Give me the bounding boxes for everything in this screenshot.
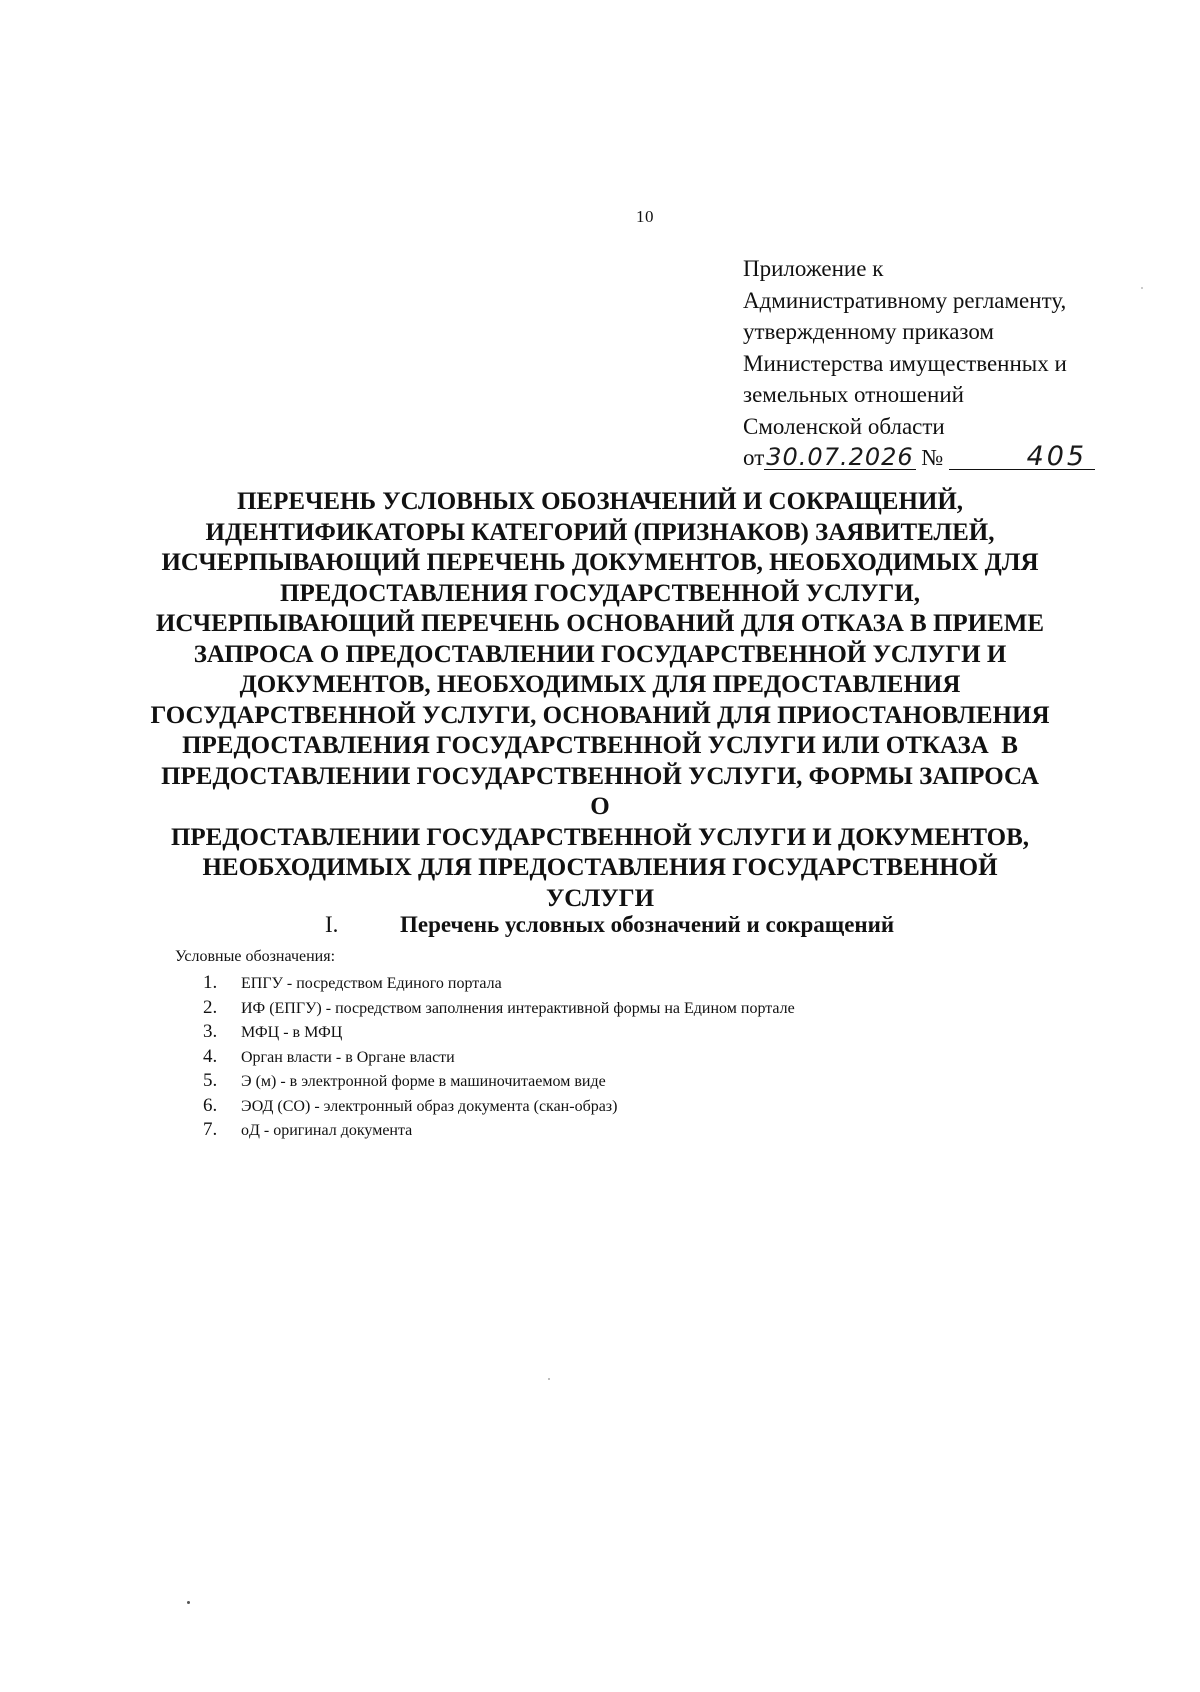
legend-item	[203, 1118, 795, 1143]
title-line: ЗАПРОСА О ПРЕДОСТАВЛЕНИИ ГОСУДАРСТВЕННОЙ УСЛУГИ И	[193, 640, 1007, 668]
title-line: ГОСУДАРСТВЕННОЙ УСЛУГИ, ОСНОВАНИЙ ДЛЯ ПРИОСТАНОВЛЕНИЯ	[150, 701, 1050, 729]
appendix-line: Министерства имущественных и	[743, 350, 1067, 376]
appendix-line: Смоленской области	[743, 413, 945, 439]
title-line: НЕОБХОДИМЫХ ДЛЯ ПРЕДОСТАВЛЕНИЯ ГОСУДАРСТВЕННОЙ	[202, 854, 998, 881]
scan-speck	[1141, 287, 1143, 289]
title-line: ДОКУМЕНТОВ, НЕОБХОДИМЫХ ДЛЯ ПРЕДОСТАВЛЕНИЯ	[239, 671, 961, 698]
legend-item	[203, 996, 795, 1021]
title-line: ПРЕДОСТАВЛЕНИЯ ГОСУДАРСТВЕННОЙ УСЛУГИ ИЛИ ОТКАЗА В	[182, 732, 1018, 759]
appendix-line: утвержденному приказом	[743, 319, 994, 344]
order-date-line	[743, 442, 1163, 474]
legend-item-text: Э (м) - в электронной форме в машиночитаемом виде	[241, 1073, 606, 1090]
appendix-line: земельных отношений	[743, 382, 964, 407]
legend-list	[203, 971, 795, 1143]
section-number: I.	[325, 912, 339, 937]
legend-caption: Условные обозначения:	[175, 948, 336, 965]
document-title	[150, 487, 1050, 914]
title-line: ПРЕДОСТАВЛЕНИЯ ГОСУДАРСТВЕННОЙ УСЛУГИ,	[280, 579, 920, 607]
handwritten-order-number: 405	[949, 445, 1095, 470]
appendix-line: Административному регламенту,	[743, 287, 1067, 313]
title-line: ИСЧЕРПЫВАЮЩИЙ ПЕРЕЧЕНЬ ОСНОВАНИЙ ДЛЯ ОТКАЗА В ПРИЕМЕ	[155, 610, 1045, 637]
legend-item-number: 2.	[203, 996, 218, 1018]
legend-item-number: 4.	[203, 1045, 218, 1067]
legend-item-text: ИФ (ЕПГУ) - посредством заполнения интерактивной формы на Едином портале	[241, 999, 795, 1017]
legend-item-text: МФЦ - в МФЦ	[241, 1024, 343, 1041]
legend-item-text: ЭОД (СО) - электронный образ документа (скан-образ)	[241, 1097, 618, 1115]
legend-item-number: 3.	[203, 1021, 218, 1042]
legend-item-number: 5.	[203, 1070, 218, 1091]
date-prefix: от	[743, 445, 765, 470]
legend-item-text: Орган власти - в Органе власти	[241, 1048, 455, 1066]
handwritten-order-date: 30.07.2026	[766, 443, 914, 471]
legend-item	[203, 1069, 795, 1094]
legend-item-number: 7.	[203, 1119, 218, 1140]
legend-item	[203, 1045, 795, 1070]
title-line: ПЕРЕЧЕНЬ УСЛОВНЫХ ОБОЗНАЧЕНИЙ И СОКРАЩЕНИЙ,	[236, 488, 964, 515]
title-line: ИСЧЕРПЫВАЮЩИЙ ПЕРЕЧЕНЬ ДОКУМЕНТОВ, НЕОБХОДИМЫХ ДЛЯ	[161, 549, 1039, 576]
title-line: ПРЕДОСТАВЛЕНИИ ГОСУДАРСТВЕННОЙ УСЛУГИ И ДОКУМЕНТОВ,	[170, 823, 1030, 851]
appendix-block	[743, 253, 1163, 474]
legend-item	[203, 971, 795, 996]
legend-item-text: ЕПГУ - посредством Единого портала	[241, 975, 502, 992]
scan-speck	[548, 1378, 550, 1380]
title-line: УСЛУГИ	[545, 884, 655, 912]
title-line: ИДЕНТИФИКАТОРЫ КАТЕГОРИЙ (ПРИЗНАКОВ) ЗАЯВИТЕЛЕЙ,	[205, 518, 995, 546]
legend-item-number: 6.	[203, 1094, 218, 1116]
page-number: 10	[636, 207, 654, 226]
legend-item	[203, 1020, 795, 1045]
section-title: Перечень условных обозначений и сокращений	[400, 912, 895, 937]
legend-item-number: 1.	[203, 972, 218, 993]
legend-item-text: оД - оригинал документа	[241, 1122, 413, 1139]
scan-speck	[187, 1601, 190, 1604]
number-sign: №	[921, 445, 944, 470]
legend-item	[203, 1094, 795, 1119]
appendix-line: Приложение к	[743, 256, 884, 281]
title-line: ПРЕДОСТАВЛЕНИИ ГОСУДАРСТВЕННОЙ УСЛУГИ, ФОРМЫ ЗАПРОСА О	[161, 762, 1039, 820]
